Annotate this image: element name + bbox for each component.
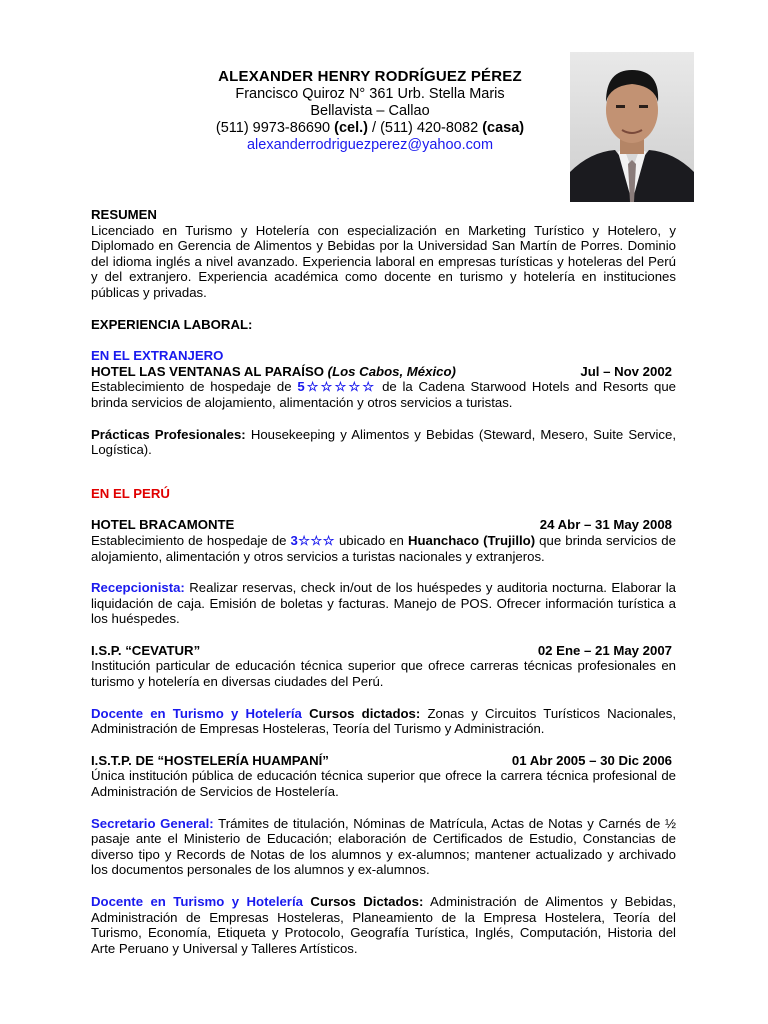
job-location: (Los Cabos, México) bbox=[327, 363, 456, 379]
section-extranjero: EN EL EXTRANJERO bbox=[91, 348, 224, 364]
profile-photo bbox=[570, 52, 694, 202]
job-role bbox=[91, 894, 676, 956]
job-description bbox=[91, 379, 676, 410]
job-description bbox=[91, 533, 676, 564]
phone-casa: (511) 420-8082 bbox=[380, 120, 479, 136]
phone-cel: (511) 9973-86690 bbox=[215, 120, 331, 136]
job-dates: 24 Abr – 31 May 2008 bbox=[539, 517, 672, 533]
experiencia-heading: EXPERIENCIA LABORAL: bbox=[91, 316, 253, 332]
job-header-bracamonte bbox=[91, 517, 676, 533]
role-label: Secretario General: bbox=[91, 815, 214, 831]
resume-body bbox=[91, 207, 676, 956]
address-line: Francisco Quiroz N° 361 Urb. Stella Maris bbox=[235, 86, 505, 102]
city-line: Bellavista – Callao bbox=[310, 103, 430, 119]
star-rating: 5☆☆☆☆☆ bbox=[297, 379, 377, 395]
candidate-name: ALEXANDER HENRY RODRÍGUEZ PÉREZ bbox=[218, 68, 522, 85]
job-title: HOTEL LAS VENTANAS AL PARAÍSO bbox=[91, 363, 324, 379]
role-label: Docente en Turismo y Hotelería bbox=[91, 705, 302, 721]
email-link[interactable]: alexanderrodriguezperez@yahoo.com bbox=[246, 137, 494, 153]
desc-text: Establecimiento de hospedaje de bbox=[91, 379, 292, 395]
desc-text: de la Cadena Starwood Hotels and Resorts que brinda servicios de alojamiento, alimentación y otros servicios a turistas. bbox=[91, 379, 677, 410]
job-title: HOTEL BRACAMONTE bbox=[91, 517, 235, 533]
section-peru: EN EL PERÚ bbox=[91, 485, 170, 501]
job-header-cevatur bbox=[91, 643, 676, 659]
desc-text: Establecimiento de hospedaje de bbox=[91, 532, 287, 548]
courses-label: Cursos Dictados: bbox=[310, 894, 424, 909]
role-text: Realizar reservas, check in/out de los huéspedes y auditoria nocturna. Elaborar la liquidación de caja. Emisión de boletas y facturas. Manejo de POS. Ofrecer información turística a los huéspedes. bbox=[91, 580, 676, 627]
job-header-huampani bbox=[91, 753, 676, 769]
courses-text: Zonas y Circuitos Turísticos Nacionales, Administración de Empresas Hosteleras, Teoría del Turismo y Administración. bbox=[91, 705, 676, 737]
place: Huanchaco (Trujillo) bbox=[407, 532, 536, 548]
contact-header bbox=[200, 68, 540, 154]
job-header-ventanas bbox=[91, 364, 676, 380]
role-label: Recepcionista: bbox=[91, 580, 185, 596]
resumen-heading: RESUMEN bbox=[91, 207, 157, 222]
courses-text: Administración de Alimentos y Bebidas, Administración de Empresas Hosteleras, Planeamiento de la Empresa Hostelera, Teoría del Turismo, Economía, Etiqueta y Protocolo, Geografía Turística, Inglés, Computación, Historia del Arte Peruano y Universal y Talleres Artísticos. bbox=[91, 894, 677, 956]
job-role bbox=[91, 427, 676, 458]
cel-label: (cel.) bbox=[334, 120, 368, 136]
job-dates: 02 Ene – 21 May 2007 bbox=[537, 642, 672, 658]
job-title: I.S.T.P. DE “HOSTELERÍA HUAMPANÍ” bbox=[91, 752, 329, 768]
job-title: I.S.P. “CEVATUR” bbox=[91, 642, 201, 658]
role-text: Housekeeping y Alimentos y Bebidas (Steward, Mesero, Suite Service, Logística). bbox=[91, 426, 676, 458]
desc-text: que brinda servicios de alojamiento, alimentación y otros servicios a turistas nacionales y extranjeros. bbox=[91, 532, 676, 564]
phone-separator: / bbox=[367, 120, 381, 136]
star-rating: 3☆☆☆ bbox=[290, 532, 335, 548]
desc-text: ubicado en bbox=[338, 532, 404, 548]
role-label: Docente en Turismo y Hotelería bbox=[91, 894, 303, 909]
job-role bbox=[91, 580, 676, 627]
job-dates: Jul – Nov 2002 bbox=[580, 363, 672, 379]
role-label: Prácticas Profesionales: bbox=[91, 426, 246, 442]
job-role bbox=[91, 816, 676, 878]
phone-line bbox=[200, 120, 540, 137]
courses-label: Cursos dictados: bbox=[309, 705, 421, 721]
resumen-text: Licenciado en Turismo y Hotelería con especialización en Marketing Turístico y Hotelero, y Diplomado en Gerencia de Alimentos y Bebidas por la Universidad San Martín de Porres. Dominio del idioma inglés a nivel avanzado. Experiencia laboral en empresas turísticas y hoteleras del Perú y del extranjero. Experiencia académica como docente en turismo y hotelería en instituciones públicas y privadas. bbox=[91, 222, 676, 300]
job-description: Institución particular de educación técnica superior que ofrece carreras técnicas profesionales en turismo y hotelería en diversas ciudades del Perú. bbox=[91, 658, 676, 690]
role-text: Trámites de titulación, Nóminas de Matrícula, Actas de Notas y Carnés de ½ pasaje ante el Ministerio de Educación; elaboración de Certificados de Estudio, Constancias de diverso tipo y Records de Notas de los alumnos y ex-alumnos; mantener actualizado y archivado los documentos personales de los alumnos y ex-alumnos. bbox=[91, 815, 676, 878]
job-description: Única institución pública de educación técnica superior que ofrece la carrera técnica profesional de Administración de Servicios de Hostelería. bbox=[91, 768, 676, 800]
casa-label: (casa) bbox=[482, 120, 525, 136]
job-dates: 01 Abr 2005 – 30 Dic 2006 bbox=[511, 752, 672, 768]
job-role bbox=[91, 706, 676, 737]
